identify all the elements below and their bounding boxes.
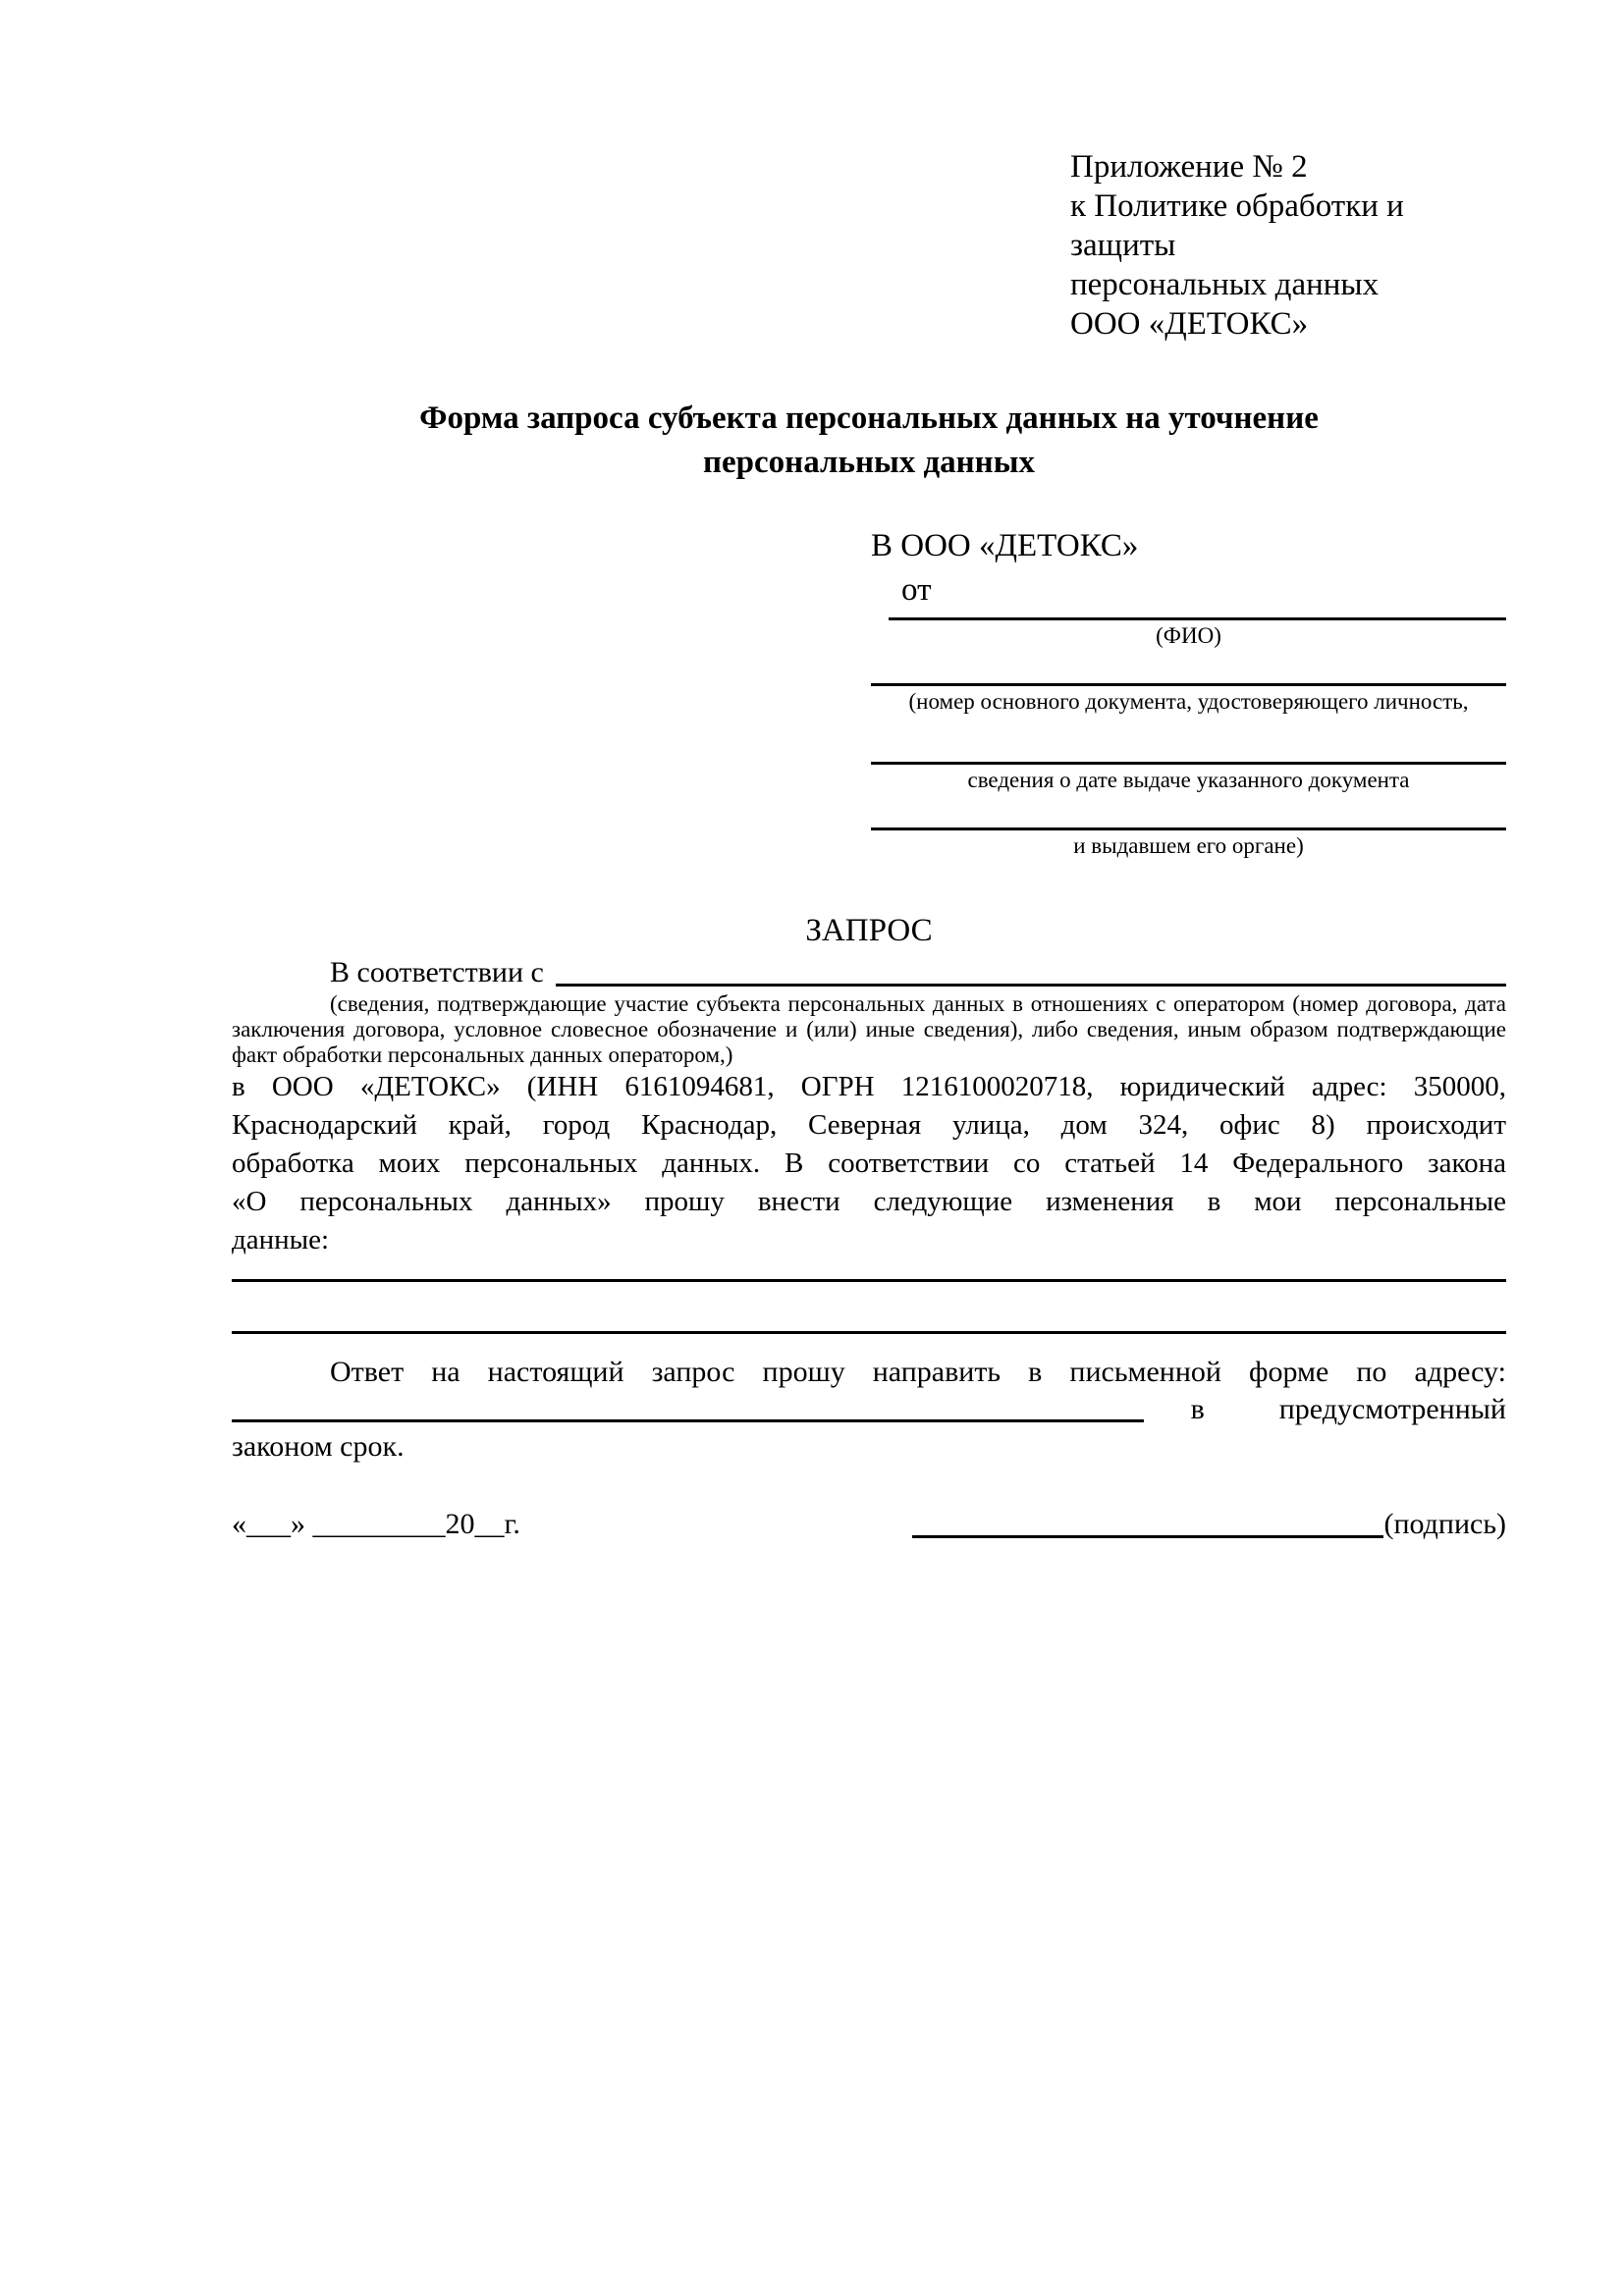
- addressee-to: В ООО «ДЕТОКС»: [871, 528, 1139, 563]
- fio-caption: (ФИО): [1156, 623, 1221, 648]
- reply-address-row: [232, 1393, 1506, 1426]
- appendix-note-line: к Политике обработки и защиты: [1070, 188, 1404, 263]
- issuing-authority-blank-line: [871, 824, 1506, 830]
- date-signature-row: [232, 1505, 1506, 1544]
- request-body-line: обработка моих персональных данных. В соответствии со статьей 14 Федерального закона: [232, 1148, 1506, 1179]
- reply-word: предусмотренный: [1278, 1393, 1506, 1425]
- appendix-note-line: Приложение № 2: [1070, 149, 1308, 185]
- reply-request-line: Ответ на настоящий запрос прошу направить в письменной форме по адресу:: [330, 1356, 1506, 1388]
- document-number-blank-line: [871, 679, 1506, 686]
- addressee-from-label: от: [901, 572, 932, 608]
- issuing-authority-caption: и выдавшем его органе): [1073, 833, 1304, 858]
- intro-footnote: (сведения, подтверждающие участие субъекта персональных данных в отношениях с оператором (номер договора, дата заключения договора, условное словесное обозначение и (или) иные сведения), либо сведения, иным образом подтверждающие факт обработки персональных данных оператором,): [232, 991, 1506, 1067]
- request-body-line: данные:: [232, 1224, 330, 1255]
- appendix-note-line: персональных данных: [1070, 267, 1380, 302]
- issue-date-caption: сведения о дате выдаче указанного документа: [967, 768, 1410, 792]
- form-title-line: Форма запроса субъекта персональных данных на уточнение: [419, 400, 1319, 436]
- appendix-note: [1070, 147, 1506, 344]
- reply-word: в: [1190, 1393, 1205, 1425]
- changes-blank-line-2: [232, 1282, 1506, 1334]
- address-blank-line: [232, 1419, 1144, 1422]
- intro-blank-line: [556, 954, 1506, 987]
- request-body-line: Краснодарский край, город Краснодар, Северная улица, дом 324, офис 8) происходит: [232, 1109, 1506, 1141]
- issue-date-blank-line: [871, 758, 1506, 765]
- request-heading: ЗАПРОС: [805, 913, 933, 948]
- signature-caption: (подпись): [1383, 1508, 1506, 1540]
- intro-prefix: В соответствии с: [330, 956, 544, 988]
- fio-blank-line: [889, 614, 1506, 620]
- request-body: [232, 1068, 1506, 1259]
- intro-row: [232, 954, 1506, 991]
- form-title-line: персональных данных: [703, 445, 1035, 480]
- addressee-block: [871, 526, 1506, 860]
- form-title: [232, 397, 1506, 485]
- reply-closing-line: законом срок.: [232, 1430, 405, 1463]
- date-blank: «___» _________20__г.: [232, 1508, 520, 1540]
- request-body-line: в ООО «ДЕТОКС» (ИНН 6161094681, ОГРН 1216100020718, юридический адрес: 350000,: [232, 1071, 1506, 1102]
- signature-blank-line: [912, 1535, 1383, 1538]
- document-number-caption: (номер основного документа, удостоверяющего личность,: [908, 689, 1469, 714]
- appendix-note-line: ООО «ДЕТОКС»: [1070, 306, 1309, 342]
- signature-group: [912, 1505, 1506, 1544]
- request-body-line: «О персональных данных» прошу внести следующие изменения в мои персональные: [232, 1186, 1506, 1217]
- changes-blank-line-1: [232, 1259, 1506, 1282]
